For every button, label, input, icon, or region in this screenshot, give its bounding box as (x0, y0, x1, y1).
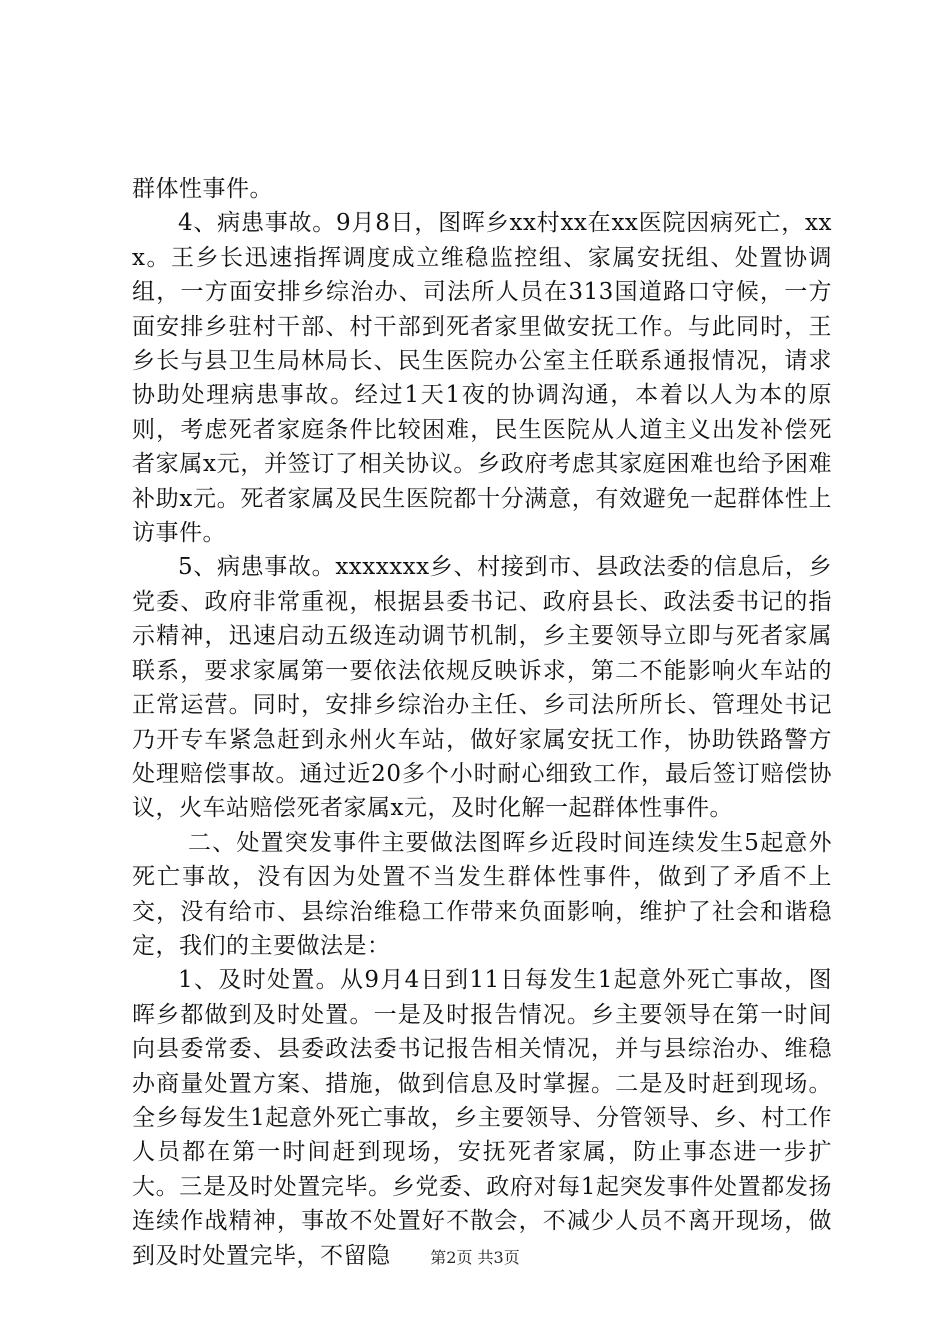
page-number-footer: 第2页 共3页 (430, 1248, 520, 1267)
paragraph-incident-4: 4、病患事故。9月8日，图晖乡xx村xx在xx医院因病死亡，xxx。王乡长迅速指挥调度成立维稳监控组、家属安抚组、处置协调组，一方面安排乡综治办、司法所人员在313国道路口守候，一方面安排乡驻村干部、村干部到死者家里做安抚工作。与此同时，王乡长与县卫生局林局长、民生医院办公室主任联系通报情况，请求协助处理病患事故。经过1天1夜的协调沟通，本着以人为本的原则，考虑死者家庭条件比较困难，民生医院从人道主义出发补偿死者家属x元，并签订了相关协议。乡政府考虑其家庭困难也给予困难补助x元。死者家属及民生医院都十分满意，有效避免一起群体性上访事件。 (132, 210, 832, 547)
paragraph-incident-5: 5、病患事故。xxxxxxx乡、村接到市、县政法委的信息后，乡党委、政府非常重视，根据县委书记、政府县长、政法委书记的指示精神，迅速启动五级连动调节机制，乡主要领导立即与死者家属联系，要求家属第一要依法依规反映诉求，第二不能影响火车站的正常运营。同时，安排乡综治办主任、乡司法所所长、管理处书记乃开专车紧急赶到永州火车站，做好家属安抚工作，协助铁路警方处理赔偿事故。通过近20多个小时耐心细致工作，最后签订赔偿协议，火车站赔偿死者家属x元，及时化解一起群体性事件。 (132, 554, 832, 822)
paragraph-section-2-heading: 二、处置突发事件主要做法图晖乡近段时间连续发生5起意外死亡事故，没有因为处置不当发生群体性事件，做到了矛盾不上交，没有给市、县综治维稳工作带来负面影响，维护了社会和谐稳定，我们的主要做法是： (132, 829, 832, 959)
paragraph-timely-handling: 1、及时处置。从9月4日到11日每发生1起意外死亡事故，图晖乡都做到及时处置。一是及时报告情况。乡主要领导在第一时间向县委常委、县委政法委书记报告相关情况，并与县综治办、维稳办商量处置方案、措施，做到信息及时掌握。二是及时赶到现场。全乡每发生1起意外死亡事故，乡主要领导、分管领导、乡、村工作人员都在第一时间赶到现场，安抚死者家属，防止事态进一步扩大。三是及时处置完毕。乡党委、政府对每1起突发事件处置都发扬连续作战精神，事故不处置好不散会，不减少人员不离开现场，做到及时处置完毕，不留隐 (132, 967, 832, 1269)
paragraph-continuation: 群体性事件。 (132, 176, 273, 202)
document-body (132, 172, 832, 1273)
